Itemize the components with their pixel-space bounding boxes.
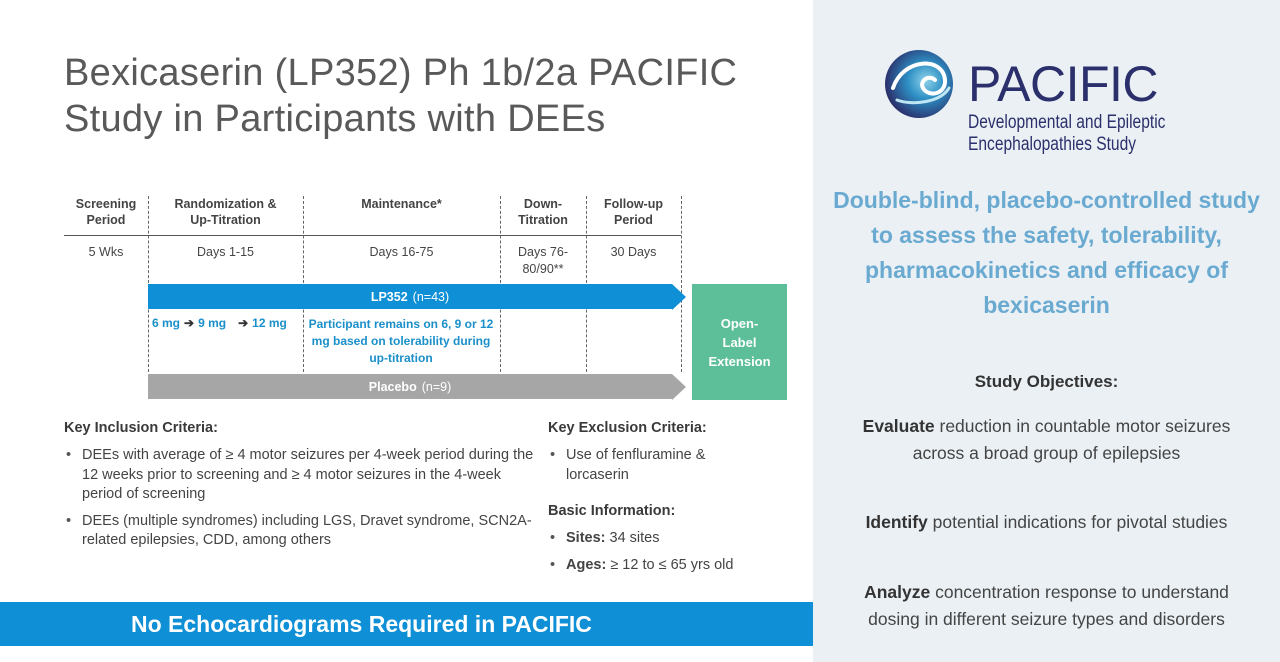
exclusion-heading: Key Exclusion Criteria: [548, 420, 707, 436]
objectives-heading: Study Objectives: [974, 372, 1119, 391]
list-item: • Ages: ≥ 12 to ≤ 65 yrs old [548, 556, 798, 576]
arrow-right-icon: ➔ [238, 316, 249, 330]
right-panel [813, 0, 1280, 662]
logo-wordmark: PACIFIC [968, 56, 1159, 112]
basic-info-list [548, 529, 798, 582]
slide-title [64, 50, 784, 142]
header-follow-up: Follow-up Period [603, 197, 663, 227]
duration-down-titration: Days 76- 80/90** [517, 245, 569, 276]
arrow-right-icon [672, 374, 686, 400]
header-maintenance: Maintenance* [361, 197, 442, 211]
header-screening: Screening Period [75, 197, 137, 227]
basic-info-heading: Basic Information: [548, 503, 676, 519]
title-line-1: Bexicaserin (LP352) Ph 1b/2a PACIFIC [64, 52, 738, 94]
header-divider [64, 235, 681, 236]
arrow-right-icon: ➔ [184, 316, 195, 330]
lp352-arm-bar: LP352 (n=43) [148, 284, 672, 309]
header-down-titration: Down- Titration [518, 197, 568, 227]
duration-randomization: Days 1-15 [197, 245, 254, 259]
title-line-2: Study in Participants with DEEs [64, 98, 606, 140]
logo-subtitle: Developmental and Epileptic Encephalopathies Study [968, 112, 1166, 155]
objective-analyze: Analyze concentration response to understand dosing in different seizure types and disorders [864, 582, 1229, 629]
dose-escalation: 6 mg ➔ 9 mg ➔ 12 mg [152, 316, 287, 330]
maintenance-note: Participant remains on 6, 9 or 12 mg based on tolerability during up-titration [308, 317, 494, 365]
study-description: Double-blind, placebo-controlled study to assess the safety, tolerability, pharmacokinetics and efficacy of bexicaserin [833, 187, 1260, 318]
duration-maintenance: Days 16-75 [369, 245, 434, 259]
list-item: • Use of fenfluramine & lorcaserin [548, 446, 748, 485]
exclusion-list [548, 446, 748, 492]
inclusion-list [64, 446, 534, 558]
duration-follow-up: 30 Days [610, 245, 657, 259]
objective-identify: Identify potential indications for pivotal studies [865, 512, 1228, 532]
no-echo-banner: No Echocardiograms Required in PACIFIC [0, 602, 813, 646]
list-item: • Sites: 34 sites [548, 529, 798, 549]
placebo-arm-bar: Placebo (n=9) [148, 374, 672, 399]
list-item: • DEEs with average of ≥ 4 motor seizures per 4-week period during the 12 weeks prior to screening and ≥ 4 motor seizures in the 4-week period of screening [64, 446, 534, 505]
objective-evaluate: Evaluate reduction in countable motor seizures across a broad group of epilepsies [862, 416, 1231, 463]
list-item: • DEEs (multiple syndromes) including LGS, Dravet syndrome, SCN2A-related epilepsies, CDD, among others [64, 512, 534, 551]
open-label-extension-box: Open- Label Extension [692, 284, 787, 400]
header-randomization: Randomization & Up-Titration [174, 197, 277, 227]
duration-screening: 5 Wks [88, 245, 124, 259]
arrow-right-icon [672, 284, 686, 310]
inclusion-heading: Key Inclusion Criteria: [64, 420, 218, 436]
